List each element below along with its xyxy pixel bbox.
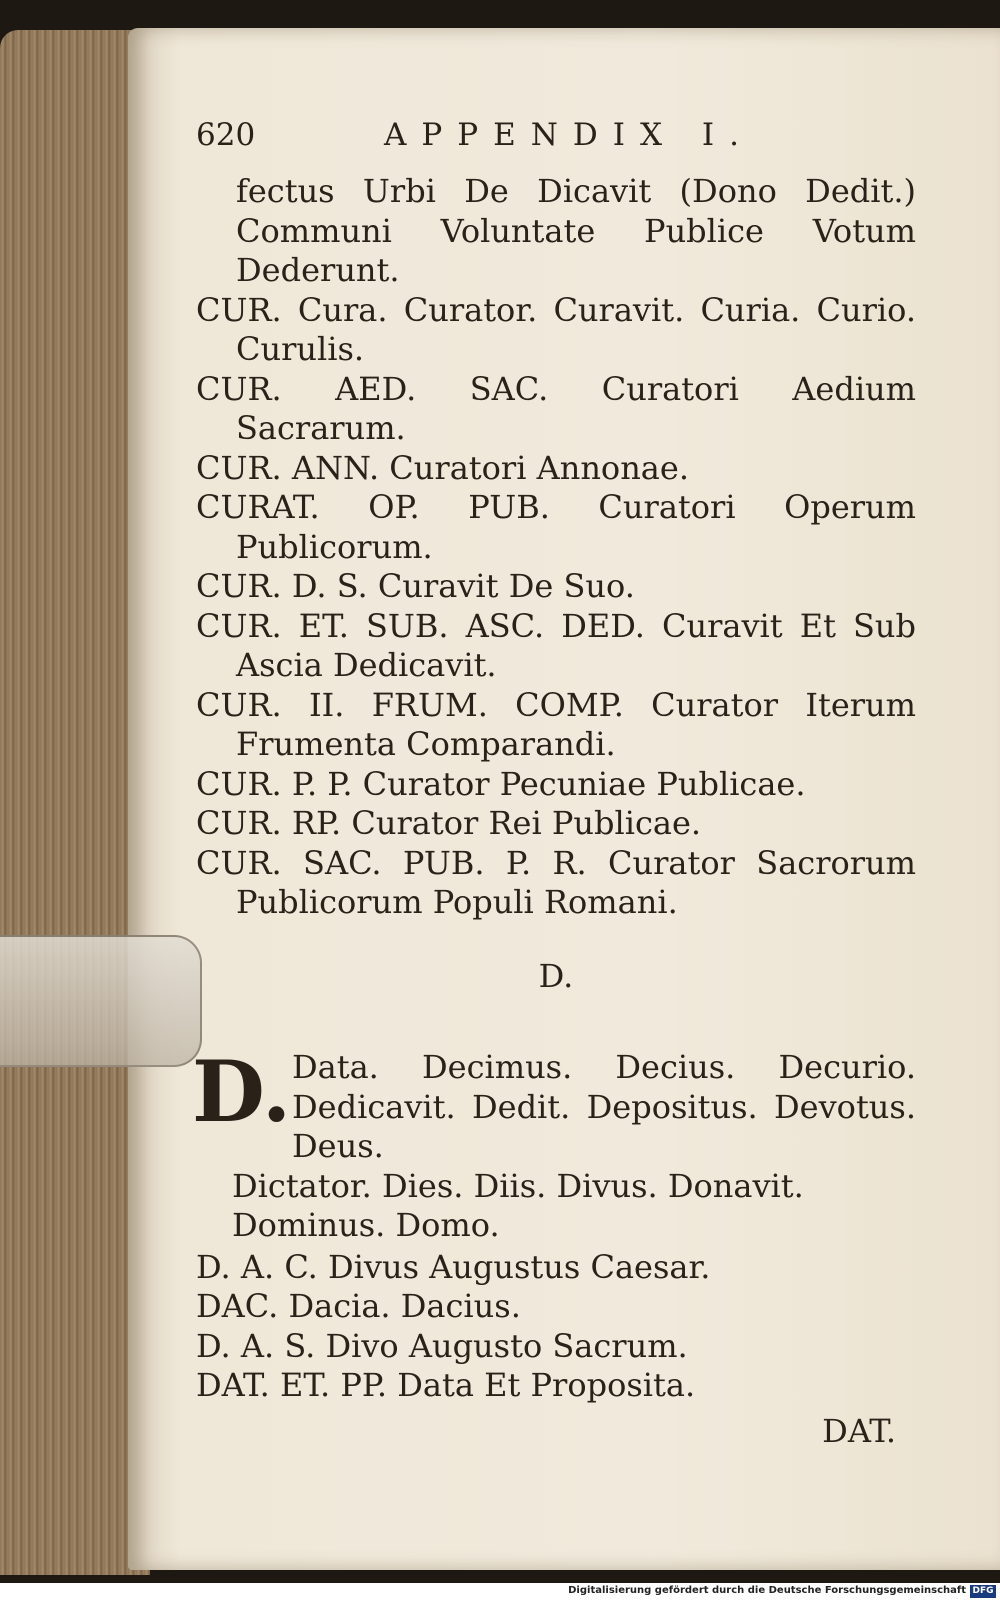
abbreviation-entry: CUR. II. FRUM. COMP. Curator Iterum Frumenta Comparandi. (196, 685, 916, 763)
entry-continuation: fectus Urbi De Dicavit (Dono Dedit.) Communi Voluntate Publice Votum Dederunt. (236, 172, 916, 289)
catchword: DAT. (822, 1411, 896, 1450)
abbreviation-entry: DAC. Dacia. Dacius. (196, 1287, 521, 1325)
section-first-entry (192, 1042, 916, 1167)
abbreviation-entry: D. A. C. Divus Augustus Caesar. (196, 1247, 711, 1286)
section-heading: D. (538, 956, 574, 995)
page-text (192, 112, 916, 1451)
page-clip (0, 935, 202, 1067)
abbreviation-entry: CUR. ANN. Curatori Annonae. (196, 448, 689, 487)
dfg-logo: DFG (970, 1585, 996, 1598)
abbreviation-entry: CUR. AED. SAC. Curatori Aedium Sacrarum. (196, 369, 916, 447)
abbreviation-entry: CURAT. OP. PUB. Curatori Operum Publicorum. (196, 488, 916, 566)
section-first-entry-continued: Dictator. Dies. Diis. Divus. Donavit. Dominus. Domo. (232, 1166, 804, 1244)
footer-credit: Digitalisierung gefördert durch die Deutsche Forschungsgemeinschaft (568, 1585, 966, 1596)
drop-cap: D. (192, 1042, 292, 1141)
abbreviation-entry: D. A. S. Divo Augusto Sacrum. (196, 1326, 688, 1365)
page-header (196, 112, 916, 172)
abbreviation-entry: CUR. SAC. PUB. P. R. Curator Sacrorum Publicorum Populi Romani. (196, 843, 916, 921)
section-first-entry-text: Data. Decimus. Decius. Decurio. Dedicavit. Dedit. Depositus. Devotus. Deus. (292, 1048, 916, 1165)
abbreviation-entry: CUR. D. S. Curavit De Suo. (196, 567, 635, 605)
abbreviation-entry: CUR. RP. Curator Rei Publicae. (196, 804, 702, 842)
abbreviation-entry: CUR. Cura. Curator. Curavit. Curia. Curio. Curulis. (196, 290, 916, 368)
abbreviation-entry: DAT. ET. PP. Data Et Proposita. (196, 1366, 696, 1404)
running-head: APPENDIX I. (384, 117, 754, 153)
abbreviation-entry: CUR. ET. SUB. ASC. DED. Curavit Et Sub Ascia Dedicavit. (196, 606, 916, 684)
abbreviation-entry: CUR. P. P. Curator Pecuniae Publicae. (196, 764, 806, 803)
page-number: 620 (196, 117, 256, 153)
